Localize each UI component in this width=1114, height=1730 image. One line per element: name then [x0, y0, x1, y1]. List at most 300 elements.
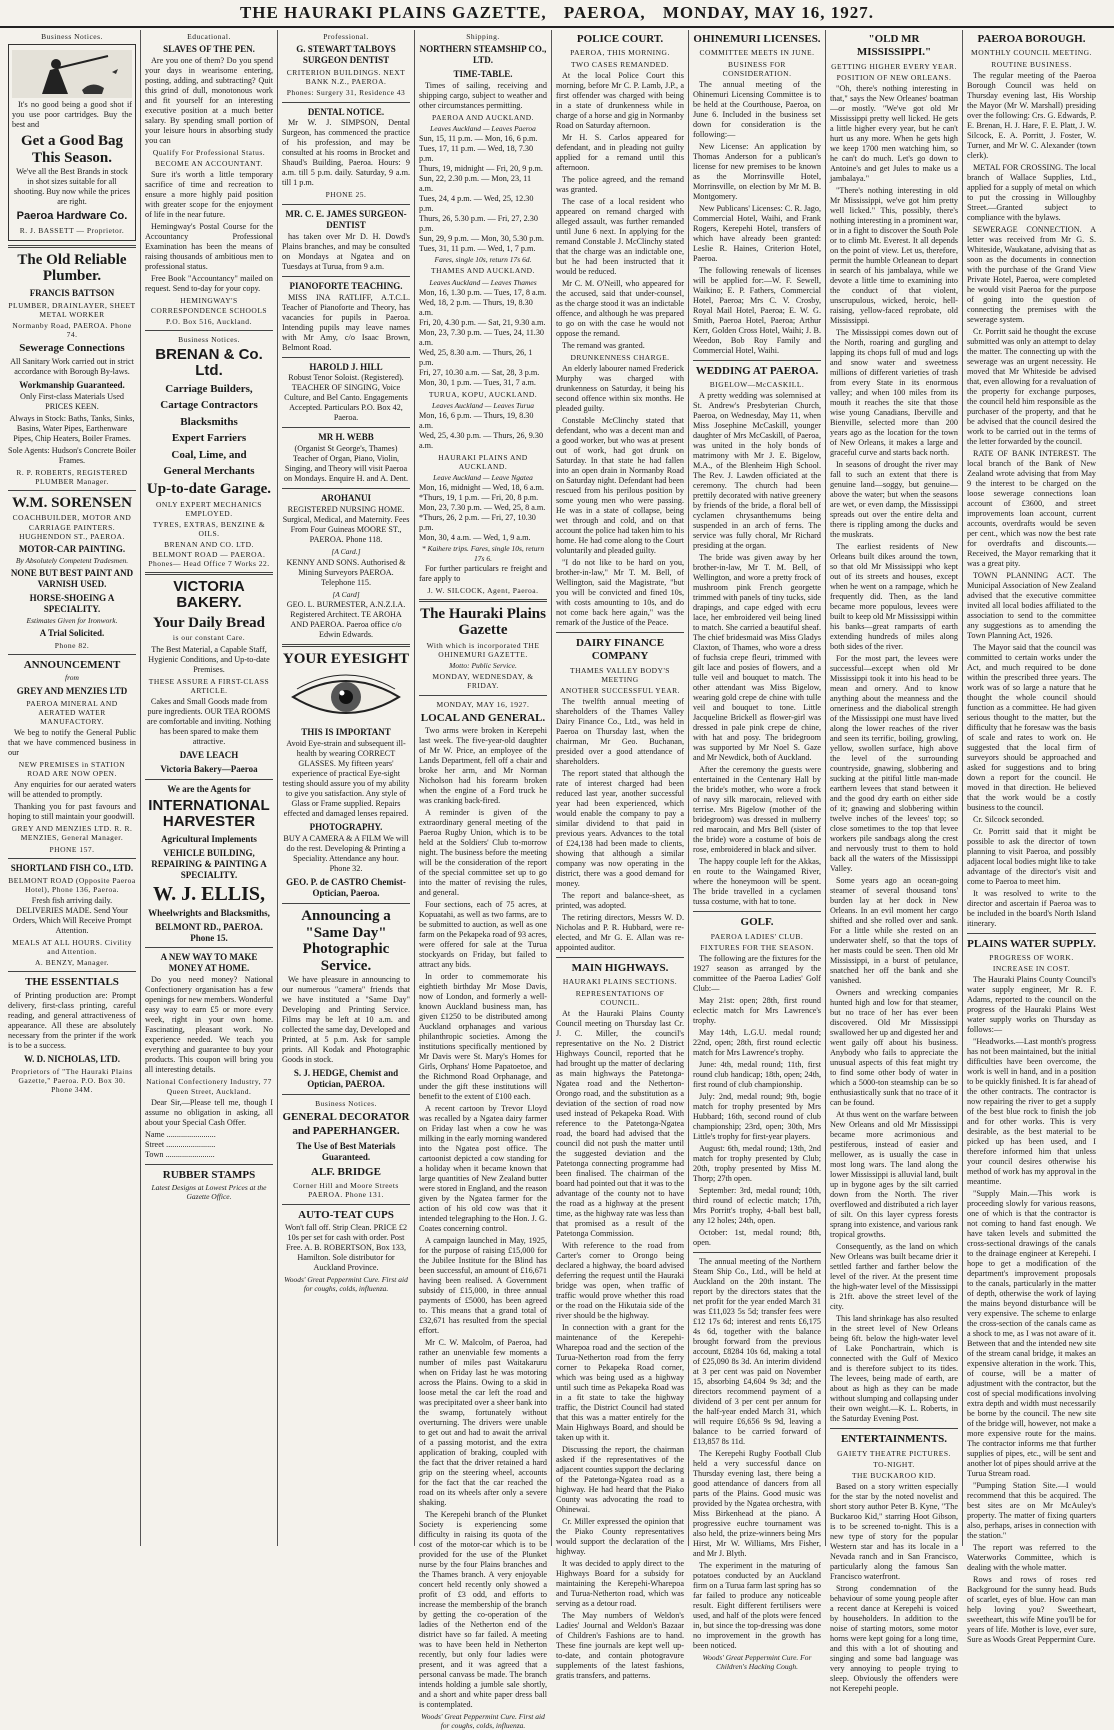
divider: [145, 947, 273, 948]
slaves-body: Are you one of them? Do you spend your days in wearisome entering, posting, adding, and subtracting? Quit this grind of dull, monotonous work and fit yourself for an interesting executive position at a much better salary. By spending small portion of your leisure hours in absorbing study you can: [145, 56, 273, 146]
column-3: [278, 30, 415, 1546]
rubber-stamps: RUBBER STAMPS: [162, 1168, 256, 1181]
announcement-headline: ANNOUNCEMENT: [23, 659, 121, 672]
timetable-row: Fri, 20, 4.30 p.m. — Sat, 21, 9.30 a.m.: [419, 317, 546, 327]
paint-note: NONE BUT BEST PAINT AND VARNISH USED.: [10, 567, 134, 589]
news-paragraph: At the local Police Court this morning, before Mr C. P. Lamb, J.P., a first offender was charged with being in a state of drunkenness while in charge of a horse and gig in Normanby Road on Saturday afternoon.: [556, 70, 684, 130]
increase: INCREASE IN COST.: [992, 964, 1071, 974]
section-label: Shipping.: [466, 32, 500, 41]
fares: Fares, single 10s, return 17s 6d.: [434, 255, 532, 265]
news-paragraph: METAL FOR CROSSING. The local branch of Wallace Supplies, Ltd., applied for a supply of metal on which to put the crossing in Willoughby Street.—Granted subject to compliance with the bylaws.: [967, 162, 1096, 222]
timetable-row: Mon, 23, 7.30 p.m. — Tues, 24, 11.30 a.m.: [419, 327, 545, 347]
mississippi-headline: "OLD MR MISSISSIPPI.": [856, 33, 932, 59]
column-4: [415, 30, 552, 1730]
auto-teat-cups: AUTO-TEAT CUPS: [298, 1208, 394, 1221]
criterion: CRITERION BUILDINGS. NEXT BANK N.Z., PAEROA.: [286, 68, 406, 87]
news-paragraph: The Mississippi comes down out of the North, roaring and gurgling and lapping its chops full of mud and logs and snow water and sweetness millions of different varieties of trash from every State in its enormous valley; and when 100 miles from its mouth it reaches the site that those wise young Canadians, Iberville and Bienville, selected more than 200 years ago as the location for the town of New Orleans, it makes a large and graceful curve and starts back north.: [830, 328, 958, 458]
route-columns: Leaves Auckland — Leaves Paeroa: [430, 124, 536, 134]
ratliff-body: MISS INA RATLIFF, A.T.C.L. Teacher of Pianoforte and Theory, has vacancies for pupils in Paeroa. Intending pupils may leave names with Mr Amy, c/o Isaac Brown, Belmont Road.: [282, 292, 410, 352]
assure: THESE ASSURE A FIRST-CLASS ARTICLE.: [148, 676, 270, 695]
news-paragraph: Some years ago an ocean-going steamer of several thousand tons' burden lay at her dock in New Orleans. In an evil moment her cargo shifted and she rolled over and sank. For a little while she rested on an underwater shelf, so that the tops of her masts could be seen. Then old Mr Mississippi, in a burst of petulance, snatched her off the bank and she vanished.: [830, 876, 958, 986]
nursing-body: REGISTERED NURSING HOME. Surgical, Medical, and Maternity. Fees From Four Guineas MOORE ST., PAEROA. Phone 118.: [282, 505, 410, 545]
announcement-from: from: [65, 673, 79, 683]
news-paragraph: The remand was granted.: [562, 340, 645, 350]
divider: [145, 1164, 273, 1165]
free-book: Free Book "Accountancy" mailed on request. Send to-day for your copy.: [145, 274, 273, 294]
news-paragraph: SEWERAGE CONNECTION. A letter was received from Mr G. S. Whiteside, Waukatane, advising that as soon as the documents in connection with the purchase of the Grand View Private Hotel, Paeroa, were completed he would visit Paeroa for the purpose of going into the question of connecting the premises with the sewerage system.: [967, 224, 1096, 324]
news-paragraph: Owners and wrecking companies hunted high and low for that steamer, but no trace of her has ever been discovered. Old Mr Mississippi swallowed her up and digested her and went gaily off about his business. Anybody who fails to appreciate the unusual aspects of this feat might try to find some other body of water in which a 5000-ton steamship can be so enthusiastically sunk that no trace of it can be found.: [830, 988, 958, 1108]
hunter-icon: [12, 50, 132, 98]
news-paragraph: The regular meeting of the Paeroa Borough Council was held on Thursday evening last, His Worship the Mayor (Mr W. Marshall) presiding over the following: Crs. G. Edwards, P. E. Brenan, H. J. Hare, F. E. Platt, J. W. Silcock, E. A. Porritt, J. Foster, W. Turner, and Mr W. C. Alexander (town clerk).: [967, 70, 1096, 160]
sewerage-body: All Sanitary Work carried out in strict accordance with Borough By-laws.: [10, 356, 134, 376]
news-paragraph: The retiring directors, Messrs W. D. Nicholas and P. R. Hubbard, were re-elected, and Mr G. E. Allan was re-appointed auditor.: [556, 913, 684, 953]
essentials-body: of Printing production are: Prompt delivery, first-class printing, careful reading, and general attractiveness of appearance. All these are absolutely necessary from the printer if the work is to be a success.: [8, 990, 136, 1050]
timetable-row: *Thurs, 19, 1 p.m. — Fri, 20, 8 p.m.: [419, 493, 539, 503]
brenan-line: Coal, Lime, and: [171, 448, 247, 461]
timetable-row: Mon, 23, 7.30 p.m. — Wed, 25, 8 a.m.: [419, 503, 546, 513]
gm-signature: GREY AND MENZIES LTD. R. R. MENZIES, General Manager.: [11, 824, 133, 843]
hardware-intro: It's no good being a good shot if you use poor cartridges. Buy the best and: [12, 100, 132, 130]
divider: [8, 654, 136, 655]
tyres: TYRES, EXTRAS, BENZINE & OILS.: [152, 520, 266, 539]
silcock-agent: J. W. SILCOCK, Agent, Paeroa.: [427, 585, 539, 595]
timetable-row: Tues, 17, 11 p.m. — Wed, 18, 7.30 p.m.: [419, 144, 534, 164]
ellis-sub: Wheelwrights and Blacksmiths,: [148, 907, 270, 918]
money-headline: A NEW WAY TO MAKE MONEY AT HOME.: [160, 952, 258, 974]
mineral-water: PAEROA MINERAL AND AERATED WATER MANUFACTORY.: [26, 698, 118, 726]
eye-illustration: [282, 671, 410, 723]
thanks: Thanking you for past favours and hoping to still maintain your goodwill.: [8, 802, 136, 822]
news-paragraph: The police agreed, and the remand was granted.: [556, 174, 684, 194]
sorensen-headline: W.M. SORENSEN: [12, 494, 132, 511]
divider: [8, 858, 136, 859]
news-paragraph: With reference to the road from Carter's corner to Orongo being declared a highway, the board advised deferring the request until the Hauraki bridge was open, when traffic of traffic would prove whether this road or the road on the Hikutaia side of the river should be the highway.: [556, 1240, 684, 1320]
dairy-headline: DAIRY FINANCE COMPANY: [575, 636, 665, 663]
kaihere-note: * Kaihere trips. Fares, single 10s, return 17s 6.: [421, 544, 545, 563]
school-address: P.O. Box 516, Auckland.: [166, 316, 252, 326]
woods-note: Woods' Great Peppermint Cure. First aid for coughs, colds, influenza.: [421, 1712, 545, 1730]
mechanics: ONLY EXPERT MECHANICS EMPLOYED.: [156, 499, 262, 519]
highways-sub: HAURAKI PLAINS SECTIONS.: [562, 977, 678, 987]
column-1: [4, 30, 141, 1546]
news-paragraph: "I do not like to be hard on you, brother-in-law," Mr T. M. Bell, of Wellington, said the Magistrate, "but you will be convicted and fined 10s, with costs amounting to 10s, and do not come back here again," was the remark of the Justice of the Peace.: [556, 557, 684, 627]
news-paragraph: The annual meeting of the Northern Steam Ship Co., Ltd., will be held at Auckland on the 20th instant. The report by the directors states that the net profit for the year ended March 31 was £11,023 5s 5d; transfer fees were £12 17s 6d; interest and rents £6,175 4s 6d, together with the balance brought forward from the previous account, £8284 10s 6d, making a total of £25,090 8s 3d. An interim dividend at 3 per cent was paid on November 15, absorbing £4,604 9s 3d; and the directors recommend payment of a dividend of 3 per cent per annum for the half-year ended March 31, which will require £6,656 9s 9d, leaving a balance to be carried forward of £13,857 8s 11d.: [693, 1257, 821, 1447]
news-paragraph: Rows and rows of roses red Background for the sunny head. Buds of scarlet, eyes of blue. How can man help loving you? Sweetheart, sweetheart, this wife Mine you'll be for years of life. Mother is love, ever sure, Sure as Woods Great Peppermint Cure.: [967, 1575, 1096, 1645]
brenan-address: BRENAN AND CO. LTD. BELMONT ROAD — PAEROA. Phones— Head Office 7 Works 22.: [148, 540, 270, 568]
timetable-row: Fri, 27, 10.30 a.m. — Sat, 28, 3 p.m.: [419, 367, 540, 377]
news-paragraph: The following are the fixtures for the 1927 season as arranged by the committee of the Paeroa Ladies' Golf Club:—: [693, 954, 821, 994]
divider: [282, 204, 410, 205]
timetable-row: Thurs, 26, 5.30 p.m. — Fri, 27, 2.30 p.m.: [419, 214, 538, 234]
fish-headline: SHORTLAND FISH CO., LTD.: [10, 862, 134, 873]
local-general-headline: LOCAL AND GENERAL.: [420, 711, 546, 724]
section-label: Business Notices.: [178, 334, 240, 344]
golf-headline: GOLF.: [740, 916, 774, 929]
news-paragraph: Cr. Porritt said he thought the excuse submitted was only an attempt to delay the matter. The connecting up with the sewerage was an urgent necessity. He moved that Mr Whiteside be advised that, even allowing for a revaluation of the property for exchange purposes, the council held him responsible as the purchaser of the property, and that he be advised that the council desired the work to be carried out in the terms of the letter forwarded by the council.: [967, 326, 1096, 446]
motor-painting: MOTOR-CAR PAINTING.: [18, 543, 126, 554]
vehicle-building: VEHICLE BUILDING, REPAIRING & PAINTING A SPECIALITY.: [151, 847, 267, 880]
national-address: National Confectionery Industry, 77 Queen Street, Auckland.: [146, 1077, 272, 1096]
news-paragraph: "Pumping Station Site.—I would recommend that this be acquired. The best sites are on Mr McAuley's property. The matter of fixing quarters also, perhaps, arises in connection with the station.": [967, 1481, 1096, 1541]
news-paragraph: The Hauraki Plains County Council's water supply engineer, Mr R. F. Adams, reported to the council on the progress of the Hauraki Plains West water supply works on Thursday as follows:—: [967, 975, 1096, 1035]
webb: MR H. WEBB: [318, 432, 374, 443]
news-paragraph: Discussing the report, the chairman asked if the representatives of the adjacent counties support the declaring of the Patetonga-Ngatea road as a highway. He had heard that the Piako County was advocating the road to Ohinewai.: [556, 1444, 684, 1514]
money-body: Do you need money? National Confectionery organisation has a few openings for new members. Wonderful easy way to earn £5 or more every week, right in your own home. Fascinating, pleasant work. No experience needed. We teach you everything and guarantee to buy your products. This coupon will bring you all interesting details.: [145, 975, 273, 1075]
times-note: Times of sailing, receiving and shipping cargo, subject to weather and other circumstances permitting.: [419, 81, 547, 111]
james-body: has taken over Mr D. H. Dowd's Plains branches, and may be consulted on Mondays at Ngatea and on Tuesdays at Turua, from 9 a.m.: [282, 231, 410, 271]
coupon-town-field: Town ........................: [145, 1149, 215, 1159]
plumber-headline: The Old Reliable Plumber.: [17, 251, 127, 285]
news-paragraph: October: 1st, medal round; 8th, open.: [693, 1228, 821, 1248]
divider: [282, 102, 410, 103]
news-paragraph: It was resolved to write to the director and ascertain if Paeroa was to be included in the board's North Island itinerary.: [967, 888, 1096, 928]
news-paragraph: The following renewals of licenses will be applied for:—W. F. Sewell, Waikino; E. P. Fathers, Commercial Hotel, Paeroa; Mrs C. V. Crosby, Royal Mail Hotel, Paeroa; E. W. G. Smith, Paeroa Hotel, Paeroa; Arthur Kerr, Golden Cross Hotel, Waihi; J. B. Weedon, Bob Roy Family and Commercial Hotel, Waihi.: [693, 265, 821, 355]
slaves-headline: SLAVES OF THE PEN.: [163, 44, 255, 55]
divider: [145, 779, 273, 780]
coupon-street-field: Street ........................: [145, 1139, 216, 1149]
timetable-row: Sun, 15, 11 p.m. — Mon, 16, 6 p.m.: [419, 134, 538, 144]
trial: A Trial Solicited.: [39, 627, 105, 638]
coupon-name-field: Name ........................: [145, 1129, 216, 1139]
simpson-body: Mr W. J. SIMPSON, Dental Surgeon, has commenced the practice of his profession, and may be consulted at his rooms in Brocket and Shaud's Building, Paeroa. Hours: 9 a.m. till 5 p.m. daily. Saturday, 9 a.m. till 1 p.m.: [282, 118, 410, 188]
motor-sub: By Absolutely Competent Tradesmen.: [15, 555, 129, 565]
workmanship: Workmanship Guaranteed.: [19, 379, 125, 390]
school-name: HEMINGWAY'S CORRESPONDENCE SCHOOLS: [150, 296, 268, 315]
estimates: Estimates Given for Ironwork.: [26, 615, 118, 625]
brenan-line: Expert Farriers: [171, 432, 247, 445]
golf-sub: PAEROA LADIES' CLUB.: [710, 931, 804, 941]
news-paragraph: This land shrinkage has also resulted in the street level of New Orleans being 6ft. below the high-water level of Lake Ponchartrain, which is connected with the Gulf of Mexico and is therefore subject to its tides. The levees, being made of earth, are about as high as they can be made without slumping and collapsing under their own weight.—K. L. Roberts, in the Saturday Evening Post.: [830, 1314, 958, 1424]
gaiety: GAIETY THEATRE PICTURES.: [837, 1448, 951, 1458]
news-paragraph: Cr. Miller expressed the opinion that the Piako County representatives would support the declaration of the highway.: [556, 1516, 684, 1556]
timetable-row: Tues, 24, 4 p.m. — Wed, 25, 12.30 p.m.: [419, 194, 534, 214]
news-paragraph: Mr C. M. O'Neill, who appeared for the accused, said that under-counsel, as the charge stood it was an indictable offence, and although he was prepared to go on with the case he would not oppose the remand.: [556, 278, 684, 338]
divider: [282, 644, 410, 647]
timetable-row: Mon, 16, 6 p.m. — Thurs, 19, 8.30 a.m.: [419, 411, 534, 431]
news-paragraph: The report was referred to the Waterworks Committee, which is dealing with the whole matter.: [967, 1543, 1096, 1573]
northern-steamship: NORTHERN STEAMSHIP CO., LTD.: [419, 44, 547, 66]
dental-notice: DENTAL NOTICE.: [307, 106, 385, 117]
news-paragraph: Two arms were broken in Kerepehi last week. The five-year-old daughter of Mr W. Price, an employee of the Lands Department, fell off a chair and broke her arm, and Mr Norman Nicholson had his forearm broken when the engine of a Ford truck he was cranking back-fired.: [419, 726, 547, 806]
bridge: ALF. BRIDGE: [311, 1165, 381, 1178]
news-paragraph: The bride was given away by her brother-in-law, Mr T. M. Bell, of Wellington, and wore a pretty frock of mushroom pink French georgette trimmed with panels of tiny tucks, side drapings, and cape edged with ecru lace, her embroidered veil being lined to match. She carried a beautiful sheaf. The chief bridesmaid was Miss Gladys Claxton, of Thames, who wore a dress of fuchsia crepe fleuri, trimmed with gilt lace and posies of flowers, and a tulle veil and bouquet to match. The other attendant was Miss Bigelow, wearing gold crepe de chine with tulle veil and bouquet to tone. Little Jacqueline Brickell as flower-girl was dressed in pale pink crepe de chine, with hat and posy. The bridegroom was supported by Mr Noel S. Gaze and Mr Newdick, both of Auckland.: [693, 553, 821, 763]
burmester-body: GEO. L. BURMESTER, A.N.Z.I.A. Registered Architect. TE AROHA AND PAEROA. Paeroa office c/o Edwin Edwards.: [286, 599, 406, 639]
webb-body: (Organist St George's, Thames) Teacher of Organ, Piano, Violin, Singing, and Theory will visit Paeroa on Mondays. Enquire H. and A. Dent.: [283, 444, 409, 484]
leach-sub: Victoria Bakery—Paeroa: [160, 763, 258, 774]
hardware-headline: Get a Good Bag This Season.: [20, 133, 124, 166]
brenan-line: General Merchants: [163, 464, 255, 477]
woods-note: Woods' Great Peppermint Cure. First aid for coughs, colds, influenza.: [284, 1275, 408, 1294]
news-paragraph: May 21st: open; 28th, first round eclectic match for Mrs Lawrence's trophy.: [693, 996, 821, 1026]
photography: PHOTOGRAPHY.: [309, 822, 383, 833]
news-paragraph: The May numbers of Weldon's Ladies' Journal and Weldon's Bazaar of Children's Fashions are to hand. These fine journals are kept well up-to-date, and contain photogravure supplements of the latest fashions, gratis transfers, and patterns.: [556, 1610, 684, 1680]
page-columns: [4, 30, 1110, 1730]
news-paragraph: The annual meeting of the Ohinemuri Licensing Committee is to be held at the Courthouse, Paeroa, on June 6. Included in the business set down for consideration is the following:—: [693, 79, 821, 139]
kenny-body: KENNY AND SONS. Authorised & Mining Surveyors PAEROA. Telephone 115.: [286, 557, 406, 587]
divider: [419, 695, 547, 696]
fixtures: FIXTURES FOR THE SEASON.: [700, 942, 814, 952]
plumber-address: Normanby Road, PAEROA. Phone 74.: [12, 320, 132, 340]
brenan-line: Cartage Contractors: [160, 399, 258, 412]
brenan-line: Blacksmiths: [180, 415, 238, 428]
divider: [282, 276, 410, 277]
police-court-headline: POLICE COURT.: [576, 33, 664, 45]
committee: COMMITTEE MEETS IN JUNE.: [699, 48, 815, 58]
sole-agents: Sole Agents: Hudson's Concrete Boiler Frames.: [8, 445, 136, 465]
material: The Best Material, a Capable Staff, Hygienic Conditions, and Up-to-date Premises.: [148, 644, 270, 674]
roberts-manager: R. P. ROBERTS, REGISTERED PLUMBER Manager.: [16, 467, 128, 486]
route-columns: Leave Auckland — Leave Ngatea: [433, 473, 533, 483]
news-paragraph: The case of a local resident who appeared on remand charged with alleged assault, was further remanded until June 6 next. In applying for the remand Constable J. McClinchy stated that the charge was an indictable one, but he had been instructed that it would be reduced.: [556, 196, 684, 276]
divider: [145, 572, 273, 575]
section-label: Professional.: [323, 32, 369, 41]
timetable-row: *Thurs, 26, 2 p.m. — Fri, 27, 10.30 p.m.: [419, 513, 536, 533]
plumber-trades: PLUMBER, DRAINLAYER, SHEET METAL WORKER: [8, 300, 136, 319]
phone-25: PHONE 25.: [325, 190, 367, 200]
divider: [693, 911, 821, 912]
rubber-sub: Latest Designs at Lowest Prices at the Gazette Office.: [151, 1183, 267, 1202]
timetable-row: Mon, 30, 4 a.m. — Wed, 1, 9 a.m.: [419, 533, 531, 543]
business: BUSINESS FOR CONSIDERATION.: [722, 59, 792, 78]
phone-157: PHONE 157.: [49, 844, 95, 854]
news-paragraph: Mr C. W. Malcolm, of Paeroa, had rather an unenviable few moments a number of miles past Waitakaruru when on Friday last he was motoring across the Plains. Owing to a skid in loose metal the car left the road and was precipitated over a sheer bank into the swamp, fortunately without overturning. The drivers were unable to get out and had to await the arrival of a passing motorist, and the extra application of braking, coupled with the fact that the driver retained a hard grip on the steering wheel, accounts for the fact that the car reached the road on its wheels after only a severe shaking.: [419, 1338, 547, 1508]
mississippi-sub: GETTING HIGHER EVERY YEAR.: [831, 61, 957, 71]
divider: [8, 971, 136, 972]
news-paragraph: "There's nothing interesting in old Mr Mississippi, we've got him pretty well licked." This, possibly, there's nothing interesting in a prominent war, or in a fight to discover the South Pole or to climb Mt. Everest. It all depends on the point of view. Let us, therefore, permit the humble Orleanean to depart in search of his jambalaya, while we devote a little time to examining into the conduct of that violent, unscrupulous, wicked, heroic, hell-raising, yellow-faced reprobate, old Mississippi.: [830, 186, 958, 326]
garage-headline: Up-to-date Garage.: [146, 481, 272, 498]
buckaroo: THE BUCKAROO KID.: [851, 1470, 937, 1480]
timetable-row: Wed, 25, 8.30 a.m. — Thurs, 26, 1 p.m.: [419, 347, 533, 367]
licenses-headline: OHINEMURI LICENSES.: [693, 33, 821, 45]
timetable-row: Mon, 16, midnight — Wed, 18, 6 a.m.: [419, 483, 544, 493]
divider: [282, 1094, 410, 1095]
divider: [693, 1252, 821, 1253]
hill: HAROLD J. HILL: [309, 361, 383, 372]
mineral-body: We beg to notify the General Public that we have commenced business in our: [8, 727, 136, 757]
section-label: Business Notices.: [41, 32, 103, 41]
mississippi-position: POSITION OF NEW ORLEANS.: [836, 72, 952, 82]
column-7: [826, 30, 963, 1693]
horse-shoeing: HORSE-SHOEING A SPECIALITY.: [29, 592, 115, 614]
sameday-body: We have pleasure in announcing to our numerous "camera" friends that we have instituted a "Same Day" Developing and Printing Service. Films may be left at 10 a.m. and collected the same day, Developed and Printed, at 5 p.m. Ask for sample prints. All Kodak and Photographic Goods in stock.: [282, 975, 410, 1065]
news-paragraph: Consequently, as the land on which New Orleans was built became drier it settled farther and farther below the level of the river. At the present time the high-water level of the Mississippi is 21ft. above the street level of the city.: [830, 1242, 958, 1312]
cups-body: Won't fall off. Strip Clean. PRICE £2 10s per set for cash with order. Post Free. A. B. ROBERTSON, Box 133, Hamilton. Sole distributor for Auckland Province.: [284, 1223, 408, 1272]
column-5: [552, 30, 689, 1680]
hedge: S. J. HEDGE, Chemist and Optician, PAEROA.: [293, 1068, 399, 1090]
leach-name: DAVE LEACH: [179, 749, 239, 760]
eye-body: Avoid Eye-strain and subsequent ill-health by wearing CORRECT GLASSES. My fifteen years' experience of practical Eye-sight testing should assure you of my ability to give you satisfaction. Any style of Glass or Frame supplied. Repairs effected and damaged lenses repaired.: [282, 739, 410, 819]
nicholas-sub: Proprietors of "The Hauraki Plains Gazette," Paeroa. P.O. Box 30. Phone 34M.: [11, 1066, 133, 1094]
divider: [556, 632, 684, 633]
divider: [8, 490, 136, 491]
pianoforte: PIANOFORTE TEACHING.: [289, 280, 403, 291]
timetable-row: Mon, 16, 1.30 p.m. — Tues, 17, 8 a.m.: [419, 287, 547, 297]
route-title: PAEROA AND AUCKLAND.: [431, 113, 535, 123]
brenan-line: Carriage Builders,: [165, 382, 253, 395]
hardware-proprietor: R. J. BASSETT — Proprietor.: [19, 225, 125, 235]
masthead-paper: THE HAURAKI PLAINS GAZETTE,: [239, 3, 547, 22]
news-paragraph: A pretty wedding was solemnised at St. Andrew's Presbyterian Church, Paeroa, on Wednesday, May 11, when Miss Josephine McCaskill, younger daughter of Mrs McCaskill, of Paeroa, was united in the holy bonds of matrimony with Mr J. E. Bigelow, M.A., of the Blenheim High School. The Rev. J. Lawden officiated at the ceremony. The church had been prettily decorated with native greenery by friends of the bride, a floral bell of cyclamen chrysanthemums being suspended in an arch of ferns. The service was fully choral, Mr Richard presiding at the organ.: [693, 391, 821, 551]
arohanui: AROHANUI: [320, 493, 371, 504]
benzy-manager: A. BENZY, Manager.: [34, 958, 110, 968]
divider: [145, 330, 273, 331]
important: THIS IS IMPORTANT: [301, 727, 391, 738]
highways-rep: REPRESENTATIONS OF COUNCIL.: [575, 988, 665, 1007]
divider: [282, 427, 410, 428]
hardware-body: We've all the Best Brands in stock in shot sizes suitable for all shooting. Buy now while the prices are right.: [14, 167, 130, 207]
news-paragraph: For the most part, the levees were successful—except when old Mr Mississippi took it into his head to be mean and ornery. And to know anything about the meanness and the orneriness and the diabolical strength of the Mississippi one must have lived along the lower reaches of the river and seen its terrific, boiling, growling, yellow, swollen surface, high above the level of the surrounding countryside, gnawing, slobbering and sucking at the pitiful little man-made earthern levees that stand between it and the good dry earth on either side of it; gnawing and slobbering within twelve inches of the levees' top; so close sometimes to the top that levee workers pile sandbags along the crest and nervously trust to them to hold back all the waters of the Mississippi Valley.: [830, 654, 958, 874]
timetable-row: Wed, 25, 4.30 p.m. — Thurs, 26, 9.30 a.m.: [419, 431, 544, 451]
divider: [967, 933, 1096, 934]
phone-82: Phone 82.: [54, 640, 90, 650]
ellis-headline: W. J. ELLIS,: [152, 882, 266, 905]
news-paragraph: Cr. Silcock seconded.: [973, 814, 1044, 824]
hill-body: Robust Tenor Soloist. (Registered). TEACHER OF SINGING, Voice Culture, and Bel Canto. Engagements Accepted. Particulars P.O. Box 42, Paeroa.: [284, 373, 408, 423]
entertainments-headline: ENTERTAINMENTS.: [840, 1433, 948, 1446]
route-title: HAURAKI PLAINS AND AUCKLAND.: [438, 453, 528, 472]
news-paragraph: September: 3rd, medal round; 10th, third round of eclectic match; 17th, Mrs Porritt's trophy, 4-ball best ball, any 12 holes; 24th, open.: [693, 1186, 821, 1226]
news-paragraph: The report stated that although the rate of interest charged had been reduced last year, another successful year had been experienced, which would enable the company to pay a similar dividend to that paid in previous years. Advances to the total of £24,138 had been made to clients, showing that although a similar company was now operating in the district, there was a good demand for money.: [556, 769, 684, 889]
best-materials: The Use of Best Materials Guaranteed.: [296, 1140, 396, 1162]
column-2: [141, 30, 278, 1546]
masthead: [0, 0, 1114, 28]
agents-for: We are the Agents for: [167, 783, 251, 794]
timetable: TIME-TABLE.: [453, 69, 513, 80]
route-columns: Leaves Auckland — Leaves Thames: [429, 277, 537, 287]
news-paragraph: Cr. Porritt said that it might be possible to ask the director of town planning to visit Paeroa, and possibly adjacent local bodies might like to take advantage of the director's visit and come to Paeroa to meet him.: [967, 826, 1096, 886]
news-paragraph: "Supply Main.—This work is proceeding slowly for various reasons, one of which is that the contractor is not coming to hand fast enough. We have taken levels and submitted the cross-sectional drawings of the canals to the drainage engineer at Kerepehi. I hope to get a modification of the department's improvement proposals to the canals, particularly in the matter of depth, otherwise the work of laying the mains beyond disturbance will be very expensive. The scheme to enlarge the cross-section of the canals came as a shock to me, as I was not aware of it. Between that and the intended new site of the stream canal bridge, it makes an expensive alteration in the work. This, of course, will be a matter of adjustment with the contractor, but the cost of special modifications involving extra depth and width must necessarily be borne by the council. The new site of the bridge will, however, not make a more expensive route for the mains. The contractor informs me that further supplies of pipes, etc., will be sent and another lot of pipes should arrive at the Turua Stream road.: [967, 1189, 1096, 1479]
news-paragraph: The report and balance-sheet, as printed, was adopted.: [556, 891, 684, 911]
news-paragraph: New License: An application by Thomas Anderson for a publican's license for new premises to be known as the Morrinsville Hotel, Morrinsville, on election by Mr M. B. Montgomery.: [693, 141, 821, 201]
news-paragraph: In seasons of drought the river may fall to such an extent that there is genuine land—soggy, but genuine—above the water; but when the seasons are wet, or even damp, the Mississippi spreads out over the entire delta and there is rippling among the ducks and the muskrats.: [830, 460, 958, 540]
hardware-name: Paeroa Hardware Co.: [16, 210, 128, 223]
card-label: [A Card]: [332, 589, 360, 599]
become-accountant: BECOME AN ACCOUNTANT.: [155, 159, 263, 169]
section-label: Business Notices.: [315, 1099, 377, 1109]
published-days: MONDAY, WEDNESDAY, & FRIDAY.: [432, 672, 534, 691]
dateline: MONDAY, MAY 16, 1927.: [436, 699, 530, 709]
plumber-name: FRANCIS BATTSON: [29, 287, 115, 298]
wedding-headline: WEDDING AT PAEROA.: [695, 364, 819, 377]
news-paragraph: July: 2nd, medal round; 9th, bogie match for trophy presented by Mrs Hubbard; 16th, second round of club championship; 23rd, open; 30th, Mrs Little's trophy for first-year players.: [693, 1092, 821, 1142]
news-paragraph: The Kerepehi branch of the Plunket Society is experiencing some difficulty in raising its quota of the cost of the motor-car which is to be provided for the use of the Plunket nurse by the four Plains branches and the Thames branch. A very enjoyable concert held recently only showed a profit of £3 odd, and efforts to increase the membership of the branch by getting the co-operation of the ladies of the Netherton end of the district have so far failed. A meeting was to have been held in Netherton recently, but only four ladies were present, and it was agreed that a personal canvass be made. The branch intends holding a jumble sale shortly, and a short and white paper dress ball is contemplated.: [419, 1510, 547, 1710]
news-paragraph: A campaign launched in May, 1925, for the purpose of raising £15,000 for the Jubilee Institute for the Blind has been successful, an amount of £16,671 having been realised. A Government subsidy of £15,000, in three annual payments of £5000, has been agreed to. This means that a grand total of £32,671 has resulted from the special effort.: [419, 1236, 547, 1336]
essentials-headline: THE ESSENTIALS: [25, 976, 119, 989]
divider: [282, 903, 410, 904]
talboys: G. STEWART TALBOYS SURGEON DENTIST: [296, 44, 396, 66]
news-paragraph: A reminder is given of the extraordinary general meeting of the Paeroa Rugby Union, which is to be held at the Soldiers' Club to-morrow night. The business before the meeting will be the consideration of the report of the special committee set up to go into the matter of revising the rules, and general.: [419, 808, 547, 898]
eyesight-headline: YOUR EYESIGHT: [282, 650, 410, 667]
bread-sub: is our constant Care.: [172, 633, 246, 643]
timetable-row: Sun, 22, 2.30 p.m. — Mon, 23, 11 a.m.: [419, 174, 532, 194]
dairy-year: ANOTHER SUCCESSFUL YEAR.: [560, 685, 680, 695]
nicholas-headline: W. D. NICHOLAS, LTD.: [23, 1053, 121, 1064]
stock-list: Always in Stock: Baths, Tanks, Sinks, Basins, Water Pipes, Earthenware Pipes, Chip Heaters, Boiler Frames.: [9, 413, 135, 443]
divider: [282, 488, 410, 489]
news-paragraph: New Publicans' Licenses: C. R. Jago, Commercial Hotel, Waihi, and Frank Rogers, Kerepehi Hotel, transfers of which have already been granted: Leslie R. Haines, Criterion Hotel, Paeroa.: [693, 203, 821, 263]
news-paragraph: A recent cartoon by Trevor Lloyd was recalled by a Ngatea dairy farmer on Friday last when a cow he was milking in the early morning wandered into the Ngatea post office. The cartoonist depicted a cow standing for a holiday when it became known that large quantities of New Zealand butter were stored in England, and the reason given by the Ngatea farmer for the action of his old cow was that it intended telegraphing to the Hon. J. G. Coates concerning control.: [419, 1104, 548, 1234]
implements: Agricultural Implements: [161, 833, 257, 844]
column-8: [963, 30, 1100, 1645]
progress: PROGRESS OF WORK.: [989, 953, 1074, 963]
photo-body: BUY A CAMERA & A FILM We will do the rest. Developing & Printing a Speciality. Attendance any hour. Phone 32.: [283, 834, 409, 874]
particulars: For further particulars re freight and fare apply to: [419, 563, 547, 583]
route-columns: Leaves Auckland — Leaves Turua: [432, 400, 534, 410]
news-paragraph: May 14th, L.G.U. medal round; 22nd, open; 28th, first round eclectic match for Mrs Lawrence's trophy.: [693, 1028, 821, 1058]
news-paragraph: "Oh, there's nothing interesting in that," says the New Orleanes' boatman—or mostly. "We've got old Mr Mississippi pretty well licked. He gets a little higher every year, but he can't hurt us any more. When he gets high we keep 1700 men watching him, so he can't do much. Let's go down to Antoine's and get Jules to make us a jambalaya.": [830, 84, 958, 184]
fish-address: BELMONT ROAD (Opposite Paeroa Hotel), Phone 136, Paeroa.: [8, 875, 136, 894]
eye-icon: [287, 671, 405, 723]
masthead-town: PAEROA,: [563, 3, 646, 22]
water-supply-headline: PLAINS WATER SUPPLY.: [967, 937, 1096, 950]
card-label: [A Card.]: [331, 547, 361, 557]
drunkenness-charge: DRUNKENNESS CHARGE.: [570, 352, 670, 362]
divider: [8, 245, 136, 248]
news-paragraph: The experiment in the maturing of potatoes conducted by an Auckland firm on a Turua farm last spring has so far failed to produce any noticeable result. Eight different fertilisers were used, and half of the plots were fenced in, but since the top-dressing was done no improvement in the growth has been noticed.: [693, 1561, 821, 1651]
wedding-sub: BIGELOW—McCASKILL.: [709, 380, 805, 390]
materials: Only First-class Materials Used PRICES KEEN.: [20, 391, 124, 411]
sameday-headline: Announcing a "Same Day" Photographic Service.: [301, 908, 391, 974]
news-paragraph: RATE OF BANK INTEREST. The local branch of the Bank of New Zealand wrote advising that from May 9 the interest to be charged on the loose sewerage connections loan account of £3600, and street improvements loan account, current accounts, overdrafts would be seven per cent., which was now the best rate for overdrafts and discounts.—Received, the Mayor remarking that it was a great pity.: [967, 448, 1096, 568]
dairy-sub: THAMES VALLEY BODY'S MEETING: [570, 665, 670, 684]
sewerage-headline: Sewerage Connections: [19, 342, 125, 355]
route-title: TURUA, KOPU, AUCKLAND.: [428, 389, 538, 399]
route-title: THAMES AND AUCKLAND.: [431, 266, 535, 276]
divider: [830, 1428, 958, 1429]
new-premises: NEW PREMISES in STATION ROAD ARE NOW OPEN.: [18, 759, 126, 779]
routine: ROUTINE BUSINESS.: [991, 59, 1072, 69]
bakery-headline: VICTORIA BAKERY.: [173, 577, 245, 612]
timetable-row: Wed, 18, 2 p.m. — Thurs, 19, 8.30 a.m.: [419, 297, 533, 317]
brenan-headline: BRENAN & Co. Ltd.: [155, 345, 263, 380]
motto: Motto: Public Service.: [449, 661, 517, 671]
incorporated: With which is incorporated THE OHINEMURI GAZETTE.: [426, 640, 540, 660]
borough-headline: PAEROA BOROUGH.: [977, 33, 1086, 45]
divider: [556, 957, 684, 958]
news-paragraph: It was decided to apply direct to the Highways Board for a subsidy for maintaining the Kerepehi-Wharepoa and Turua-Netherton road, which was serving as a detour road.: [556, 1558, 684, 1608]
coupon-text: Dear Sir,—Please tell me, though I assume no obligation in asking, all about your Special Cash Offer.: [145, 1097, 273, 1127]
masthead-date: MONDAY, MAY 16, 1927.: [662, 3, 875, 22]
hardware-ad: [8, 44, 136, 241]
news-paragraph: "Headworks.—Last month's progress has not been maintained, but the initial difficulties have been overcome, the work is well in hand, and in a position to be quickly finished. It is far ahead of the other contracts. The contractor is now repairing the river to get a supply of the best blue rock to finish the job and for other works. This is very desirable, as the best material to be picked up has been used, and I therefore informed him that unless your council desires otherwise his method of work has my approval in the meantime.: [967, 1037, 1096, 1187]
decorator: GENERAL DECORATOR and PAPERHANGER.: [282, 1111, 410, 1137]
cakes: Cakes and Small Goods made from pure ingredients. OUR TEA ROOMS are comfortable and inviting. Nothing has been spared to make them attractive.: [147, 696, 271, 746]
highways-headline: MAIN HIGHWAYS.: [571, 962, 669, 975]
news-paragraph: At the Hauraki Plains County Council meeting on Thursday last Cr. J. C. Miller, the council's representative on the No. 2 District Highways Council, reported that he had brought up the matter of declaring as main highways the Patetonga-Ngatea road and the Netherton-Orongo road, and the substitution as a deviation of the section of road now used instead of Pekapeka Road. With reference to the Patetonga-Ngatea road, the board had advised that the council did not push the matter until the suggested deviation and the Patetonga connecting programme had been finalised. The chairman of the board had pointed out that it was to the advantage of the county not to have the road as a highway at the present time, as the highway rate was less than that promised as a result of the Patetonga Commission.: [556, 1008, 684, 1238]
enquiries: Any enquiries for our aerated waters will be attended to promptly.: [8, 780, 136, 800]
news-paragraph: Based on a story written especially for the star by the noted novelist and short story author Peter B. Kyne, "The Buckaroo Kid," starring Hoot Gibson, is to be screened to-night. This is a new type of story for the popular Western star and has its locale in a Nevada ranch and in San Francisco, particularly along the famous San Francisco waterfront.: [830, 1481, 958, 1581]
sorensen-sub: COACHBUILDER, MOTOR AND CARRIAGE PAINTERS. HUGHENDON ST., PAEROA.: [12, 513, 132, 541]
hunter-illustration: [12, 50, 132, 98]
news-paragraph: Strong condemnation of the behaviour of some young people after a recent dance at Kerepehi is voiced by householders. In addition to the noise of starting motors, some motor horns were kept going for a long time, and this with a lot of shouting and singing and some bad language was very annoying to people trying to sleep. Obviously the offenders were not Kerepehi people.: [830, 1583, 958, 1693]
ellis-address: BELMONT RD., PAEROA. Phone 15.: [155, 921, 263, 943]
news-paragraph: In connection with a grant for the maintenance of the Kerepehi-Wharepoa road and the section of the Turua-Netherton road from the ferry corner to Pekapeka Road corner, which was being used as a highway until such time as Pekapeka Road was in a fit state to take the highway traffic, the District Council had stated that this was a matter entirely for the Main Highways Board, and should be taken up with it.: [556, 1322, 684, 1442]
news-paragraph: In order to commemorate his eightieth birthday Mr Mose Davis, now of London, and formerly a well-known Auckland business man, has given £1250 to be distributed among Auckland orphanages and various philanthropic societies. Among the institutions specifically mentioned by Mr Davis were St. Mary's Homes for Girls, Orphans' Home Papatoetoe, and the Richmond Road Orphanage, and under the gift these institutions will benefit to the extent of £100 each.: [419, 972, 547, 1102]
police-sub: PAEROA, THIS MORNING.: [570, 48, 670, 58]
news-paragraph: June: 4th, medal round; 11th, first round club handicap; 18th, open; 24th, first round of club championship.: [693, 1060, 821, 1090]
talboys-phone: Phones: Surgery 31, Residence 43: [286, 88, 406, 98]
timetable-row: Tues, 31, 11 p.m. — Wed, 1, 7 p.m.: [419, 244, 536, 254]
fish-body: Fresh fish arriving daily. DELIVERIES MADE. Send Your Orders, Which Will Receive Prompt Attention.: [12, 895, 132, 935]
news-paragraph: August: 6th, medal round; 13th, 2nd match for trophy presented by Club; 20th, trophy presented by Miss M. Thorp; 27th open.: [693, 1144, 821, 1184]
qualify: Qualify For Professional Status.: [152, 148, 266, 158]
divider: [282, 1204, 410, 1205]
news-paragraph: The earliest residents of New Orleans built dikes around the town, so that old Mr Mississippi who kept out of its streets and houses, except when he went on a rampage, which he frequently did. Then, as the land became more populous, levees were built to keep old Mr Mississippi within his banks—great ramparts of earth extending hundreds of miles along both sides of the river.: [830, 542, 958, 652]
hemingway-body: Hemingway's Postal Course for the Accountancy Professional Examination has been the means of raising thousands of ambitious men to professional status.: [145, 222, 273, 272]
section-label: Educational.: [187, 32, 231, 41]
news-paragraph: Constable McClinchy stated that defendant, who was a decent man and a good worker, but who was at present out of work, had got drunk on Saturday. In that state he had fallen into an open drain in Normanby Road on Saturday night. Defendant had been rescued from his perilous position by some young men who were passing. He was in a state of collapse, being wet through and cold, and on that account the police had taken him to his home. He had come along to the Court voluntarily and pleaded guilty.: [556, 415, 685, 555]
news-paragraph: Mr H. S. Carlos appeared for defendant, and in pleading not guilty applied for a remand until this afternoon.: [556, 132, 684, 172]
